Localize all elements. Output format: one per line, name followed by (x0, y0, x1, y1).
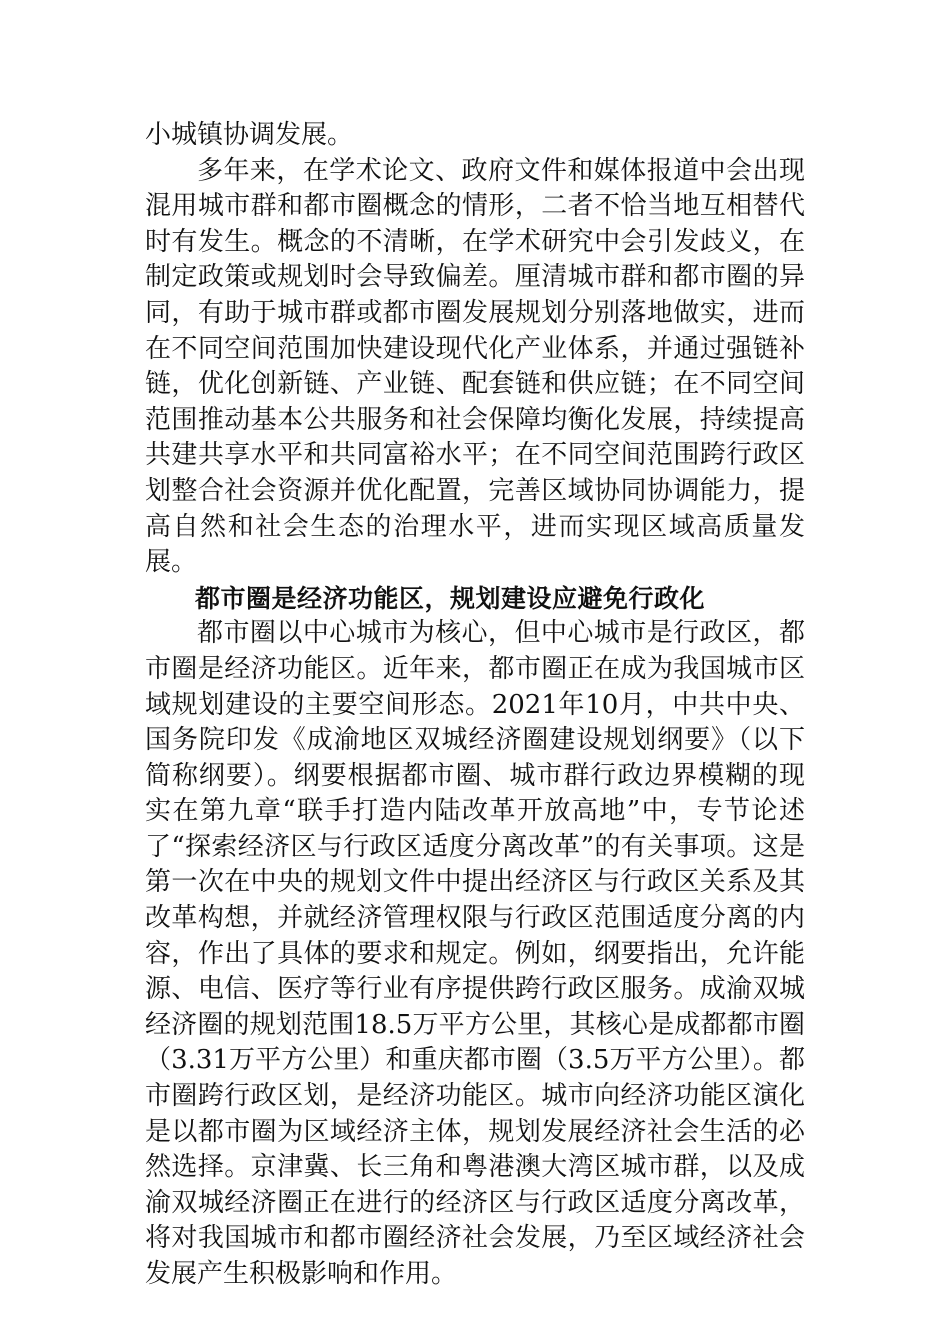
document-page (145, 118, 805, 1293)
paragraph-continuation: 小城镇协调发展。 (145, 120, 354, 150)
section-heading: 都市圈是经济功能区，规划建设应避免行政化 (195, 583, 706, 613)
paragraph-metropolitan-area: 都市圈以中心城市为核心，但中心城市是行政区，都市圈是经济功能区。近年来，都市圈正在成为我国城市区域规划建设的主要空间形态。2021年10月，中共中央、国务院印发《成渝地区双城经济圈建设规划纲要》（以下简称纲要）。纲要根据都市圈、城市群行政边界模糊的现实在第九章“联手打造内陆改革开放高地”中，专节论述了“探索经济区与行政区适度分离改革”的有关事项。这是第一次在中央的规划文件中提出经济区与行政区关系及其改革构想，并就经济管理权限与行政区范围适度分离的内容，作出了具体的要求和规定。例如，纲要指出，允许能源、电信、医疗等行业有序提供跨行政区服务。成渝双城经济圈的规划范围18.5万平方公里，其核心是成都都市圈（3.31万平方公里）和重庆都市圈（3.5万平方公里）。都市圈跨行政区划，是经济功能区。城市向经济功能区演化是以都市圈为区域经济主体，规划发展经济社会生活的必然选择。京津冀、长三角和粤港澳大湾区城市群，以及成渝双城经济圈正在进行的经济区与行政区适度分离改革，将对我国城市和都市圈经济社会发展，乃至区域经济社会发展产生积极影响和作用。 (145, 618, 805, 1289)
paragraph-concept-distinction: 多年来，在学术论文、政府文件和媒体报道中会出现混用城市群和都市圈概念的情形，二者不恰当地互相替代时有发生。概念的不清晰，在学术研究中会引发歧义，在制定政策或规划时会导致偏差。厘清城市群和都市圈的异同，有助于城市群或都市圈发展规划分别落地做实，进而在不同空间范围加快建设现代化产业体系，并通过强链补链，优化创新链、产业链、配套链和供应链；在不同空间范围推动基本公共服务和社会保障均衡化发展，持续提高共建共享水平和共同富裕水平；在不同空间范围跨行政区划整合社会资源并优化配置，完善区域协同协调能力，提高自然和社会生态的治理水平，进而实现区域高质量发展。 (145, 155, 805, 578)
